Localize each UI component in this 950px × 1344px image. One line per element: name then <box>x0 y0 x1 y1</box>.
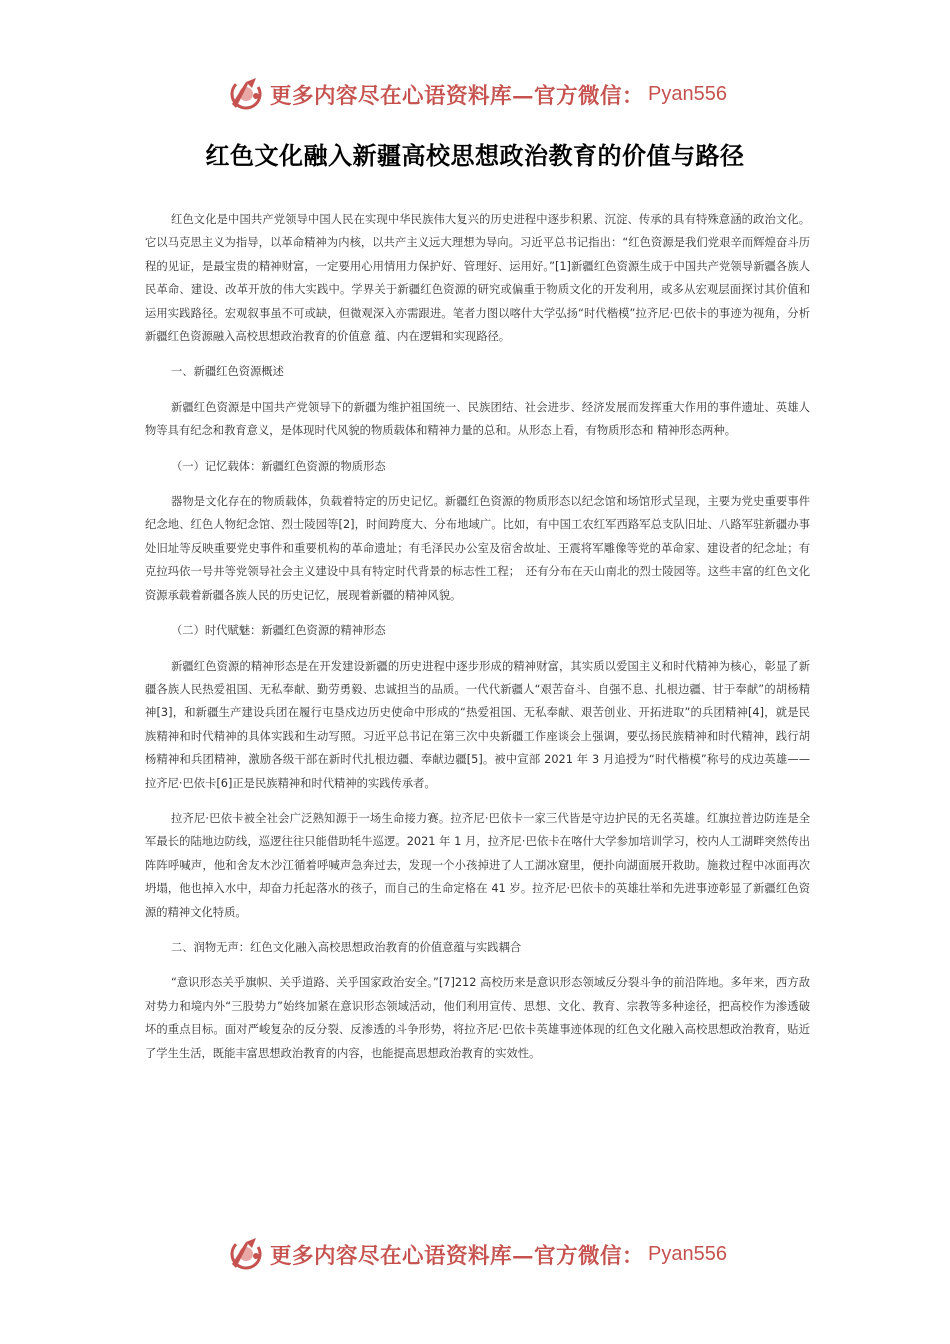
article-body <box>145 208 810 1077</box>
header-banner <box>226 74 746 114</box>
banner-text: 更多内容尽在心语资料库—官方微信： <box>270 1243 645 1269</box>
paragraph: 新疆红色资源是中国共产党领导下的新疆为维护祖国统一、民族团结、社会进步、经济发展而发挥重大作用的事件遗址、英雄人物等具有纪念和教育意义，是体现时代风貌的物质载体和精神力量的总和。从形态上看，有物质形态和 精神形态两种。 <box>145 400 810 438</box>
paragraph: 红色文化是中国共产党领导中国人民在实现中华民族伟大复兴的历史进程中逐步积累、沉淀、传承的具有特殊意涵的政治文化。它以马克思主义为指导，以革命精神为内核，以共产主义远大理想为导向。习近平总书记指出：“红色资源是我们党艰辛而辉煌奋斗历程的见证，是最宝贵的精神财富，一定要用心用情用力保护好、管理好、运用好。”[1]新疆红色资源生成于中国共产党领导新疆各族人民革命、建设、改革开放的伟大实践中。学界关于新疆红色资源的研究或偏重于物质文化的开发利用，或多从宏观层面探讨其价值和运用实践路径。宏观叙事虽不可或缺，但微观深入亦需跟进。笔者力图以喀什大学弘扬“时代楷模”拉齐尼·巴依卡的事迹为视角，分析新疆红色资源融入高校思想政治教育的价值意 蕴、内在逻辑和实现路径。 <box>145 213 810 344</box>
section-heading: 一、新疆红色资源概述 <box>170 365 284 379</box>
logo-icon <box>226 74 268 114</box>
paragraph: “意识形态关乎旗帜、关乎道路、关乎国家政治安全。”[7]212 高校历来是意识形态领域反分裂斗争的前沿阵地。多年来，西方敌对势力和境内外“三股势力”始终加紧在意识形态领域活动，他们利用宣传、思想、文化、教育、宗教等多种途径，把高校作为渗透破坏的重点目标。面对严峻复杂的反分裂、反渗透的斗争形势，将拉齐尼·巴依卡英雄事迹体现的红色文化融入高校思想政治教育，贴近了学生生活，既能丰富思想政治教育的内容，也能提高思想政治教育的实效性。 <box>145 976 810 1060</box>
paragraph: 新疆红色资源的精神形态是在开发建设新疆的历史进程中逐步形成的精神财富，其实质以爱国主义和时代精神为核心，彰显了新疆各族人民热爱祖国、无私奉献、勤劳勇毅、忠诚担当的品质。一代代新疆人“艰苦奋斗、自强不息、扎根边疆、甘于奉献”的胡杨精神[3]，和新疆生产建设兵团在履行屯垦戍边历史使命中形成的“热爱祖国、无私奉献、艰苦创业、开拓进取”的兵团精神[4]，就是民族精神和时代精神的具体实践和生动写照。习近平总书记在第三次中央新疆工作座谈会上强调，要弘扬民族精神和时代精神，践行胡杨精神和兵团精神，激励各级干部在新时代扎根边疆、奉献边疆[5]。被中宣部 2021 年 3 月追授为“时代楷模”称号的戍边英雄——拉齐尼·巴依卡[6]正是民族精神和时代精神的实践传承者。 <box>145 659 810 790</box>
subsection-heading: （二）时代赋魅：新疆红色资源的精神形态 <box>170 624 386 638</box>
banner-text: 更多内容尽在心语资料库—官方微信： <box>270 83 645 109</box>
page-title: 红色文化融入新疆高校思想政治教育的价值与路径 <box>205 142 745 170</box>
section-heading: 二、润物无声：红色文化融入高校思想政治教育的价值意蕴与实践耦合 <box>170 940 522 954</box>
footer-banner <box>226 1234 746 1274</box>
wechat-id: Pyan556 <box>648 1242 727 1265</box>
paragraph: 拉齐尼·巴依卡被全社会广泛熟知源于一场生命接力赛。拉齐尼·巴依卡一家三代皆是守边护民的无名英雄。红旗拉普边防连是全军最长的陆地边防线，巡逻往往只能借助牦牛巡逻。2021 年 1 月，拉齐尼·巴依卡在喀什大学参加培训学习，校内人工湖畔突然传出阵阵呼喊声，他和舍友木沙江循着呼喊声急奔过去，发现一个小孩掉进了人工湖冰窟里，便扑向湖面展开救助。施救过程中冰面再次坍塌，他也掉入水中，却奋力托起落水的孩子，而自己的生命定格在 41 岁。拉齐尼·巴依卡的英雄壮举和先进事迹彰显了新疆红色资源的精神文化特质。 <box>145 811 810 919</box>
wechat-id: Pyan556 <box>648 82 727 105</box>
logo-icon <box>226 1234 268 1274</box>
subsection-heading: （一）记忆载体：新疆红色资源的物质形态 <box>170 459 386 473</box>
paragraph: 器物是文化存在的物质载体，负载着特定的历史记忆。新疆红色资源的物质形态以纪念馆和场馆形式呈现，主要为党史重要事件纪念地、红色人物纪念馆、烈士陵园等[2]，时间跨度大、分布地域广。比如，有中国工农红军西路军总支队旧址、八路军驻新疆办事处旧址等反映重要党史事件和重要机构的革命遗址；有毛泽民办公室及宿舍故址、王震将军雕像等党的革命家、建设者的纪念址；有克拉玛依一号井等党领导社会主义建设中具有特定时代背景的标志性工程； 还有分布在天山南北的烈士陵园等。这些丰富的红色文化资源承载着新疆各族人民的历史记忆，展现着新疆的精神风貌。 <box>145 495 810 602</box>
